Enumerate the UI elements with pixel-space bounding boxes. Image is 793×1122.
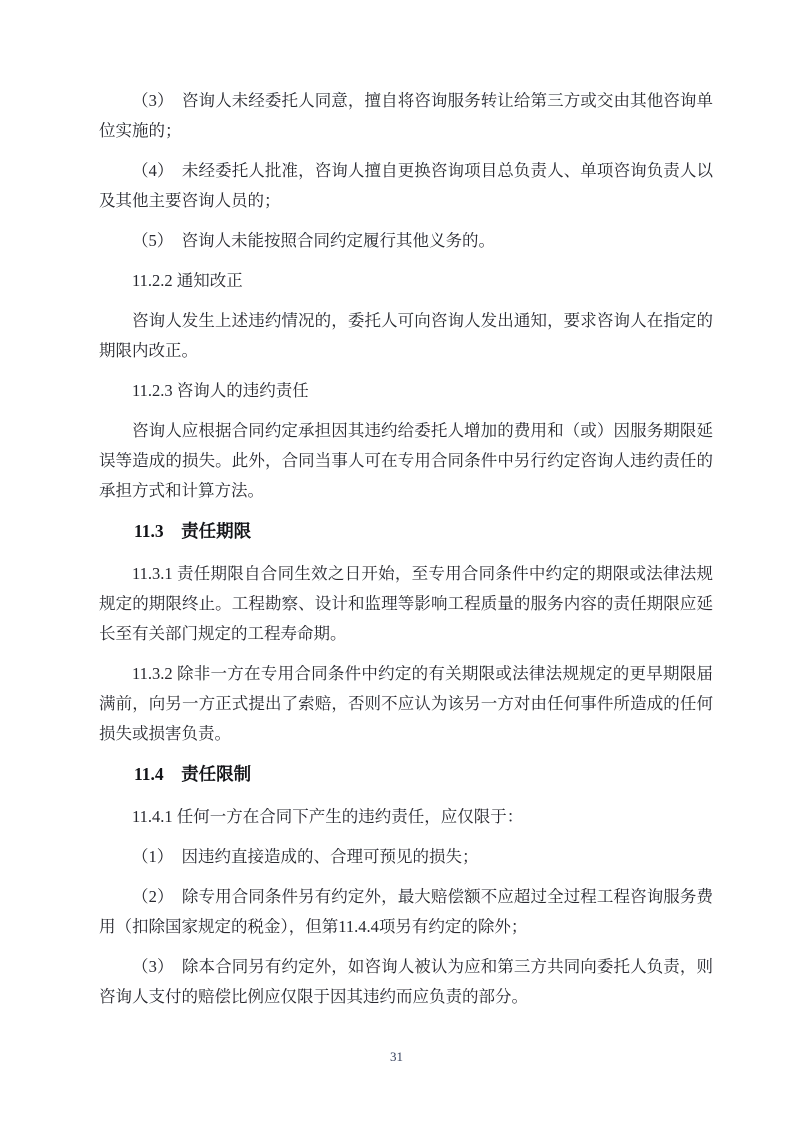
page-number: 31: [390, 1049, 403, 1064]
page-footer: [0, 1048, 793, 1066]
paragraph-notice-correction: 咨询人发生上述违约情况的，委托人可向咨询人发出通知，要求咨询人在指定的期限内改正。: [99, 311, 713, 360]
paragraph-consultant-liability: 咨询人应根据合同约定承担因其违约给委托人增加的费用和（或）因服务期限延误等造成的损失。此外，合同当事人可在专用合同条件中另行约定咨询人违约责任的承担方式和计算方法。: [99, 421, 713, 500]
limit-item-3: （3） 除本合同另有约定外，如咨询人被认为应和第三方共同向委托人负责，则咨询人支付的赔偿比例应仅限于因其违约而应负责的部分。: [99, 957, 713, 1006]
document-content: [99, 86, 713, 1012]
section-heading-11-4: 11.4 责任限制: [134, 764, 252, 784]
clause-item-3: （3） 咨询人未经委托人同意，擅自将咨询服务转让给第三方或交由其他咨询单位实施的；: [99, 91, 713, 140]
limit-item-1: （1） 因违约直接造成的、合理可预见的损失；: [132, 847, 479, 866]
paragraph-11-3-2: 11.3.2 除非一方在专用合同条件中约定的有关期限或法律法规规定的更早期限届满前，向另一方正式提出了索赔，否则不应认为该另一方对由任何事件所造成的任何损失或损害负责。: [99, 664, 713, 743]
sub-heading-11-2-3: 11.2.3 咨询人的违约责任: [132, 381, 309, 400]
clause-item-4: （4） 未经委托人批准，咨询人擅自更换咨询项目总负责人、单项咨询负责人以及其他主要咨询人员的；: [99, 161, 713, 210]
limit-item-2: （2） 除专用合同条件另有约定外，最大赔偿额不应超过全过程工程咨询服务费用（扣除国家规定的税金），但第11.4.4项另有约定的除外；: [99, 887, 713, 936]
section-heading-11-3: 11.3 责任期限: [134, 521, 252, 541]
paragraph-11-3-1: 11.3.1 责任期限自合同生效之日开始，至专用合同条件中约定的期限或法律法规规定的期限终止。工程勘察、设计和监理等影响工程质量的服务内容的责任期限应延长至有关部门规定的工程寿命期。: [99, 564, 713, 643]
sub-heading-11-2-2: 11.2.2 通知改正: [132, 271, 243, 290]
clause-item-5: （5） 咨询人未能按照合同约定履行其他义务的。: [132, 231, 495, 250]
paragraph-11-4-1: 11.4.1 任何一方在合同下产生的违约责任，应仅限于：: [132, 807, 524, 826]
